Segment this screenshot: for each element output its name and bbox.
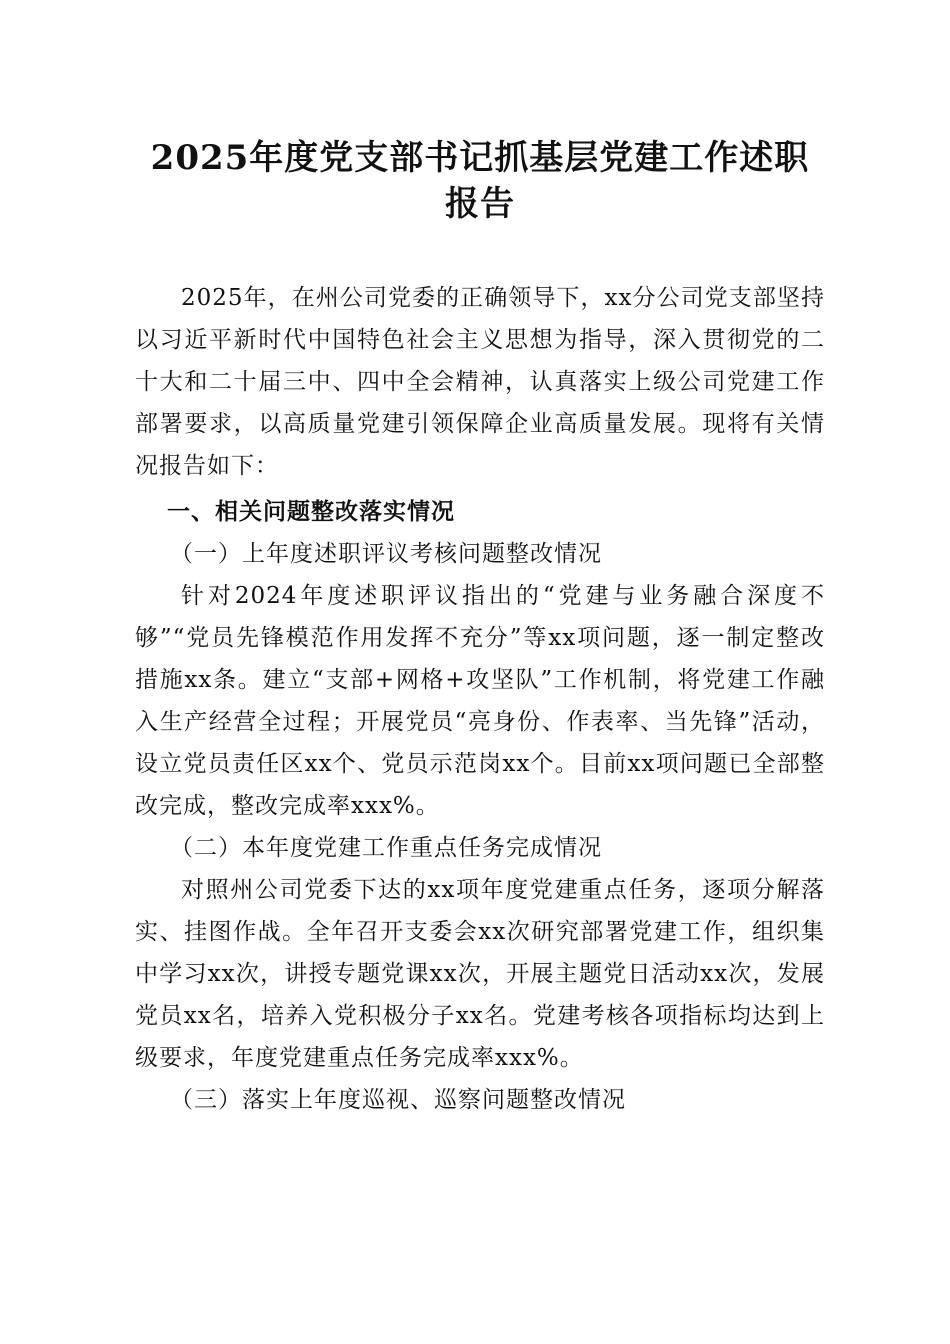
- subsection-heading-3: （三）落实上年度巡视、巡察问题整改情况: [170, 1087, 626, 1113]
- section-heading-1: 一、相关问题整改落实情况: [167, 499, 455, 525]
- subsection-paragraph-1: 针对2024年度述职评议指出的“党建与业务融合深度不够”“党员先锋模范作用发挥不充分”等xx项问题，逐一制定整改措施xx条。建立“支部+网格+攻坚队”工作机制，将党建工作融入生产经营全过程；开展党员“亮身份、作表率、当先锋”活动，设立党员责任区xx个、党员示范岗xx个。目前xx项问题已全部整改完成，整改完成率xxx%。: [135, 583, 825, 819]
- intro-paragraph: 2025年，在州公司党委的正确领导下，xx分公司党支部坚持以习近平新时代中国特色社会主义思想为指导，深入贯彻党的二十大和二十届三中、四中全会精神，认真落实上级公司党建工作部署要求，以高质量党建引领保障企业高质量发展。现将有关情况报告如下：: [135, 285, 825, 479]
- subsection-heading-1: （一）上年度述职评议考核问题整改情况: [170, 541, 602, 567]
- subsection-heading-2: （二）本年度党建工作重点任务完成情况: [170, 835, 602, 861]
- document-body: [135, 277, 825, 1121]
- document-title: 2025年度党支部书记抓基层党建工作述职报告: [150, 138, 810, 224]
- subsection-paragraph-2: 对照州公司党委下达的xx项年度党建重点任务，逐项分解落实、挂图作战。全年召开支委会xx次研究部署党建工作，组织集中学习xx次，讲授专题党课xx次，开展主题党日活动xx次，发展党员xx名，培养入党积极分子xx名。党建考核各项指标均达到上级要求，年度党建重点任务完成率xxx%。: [135, 877, 825, 1071]
